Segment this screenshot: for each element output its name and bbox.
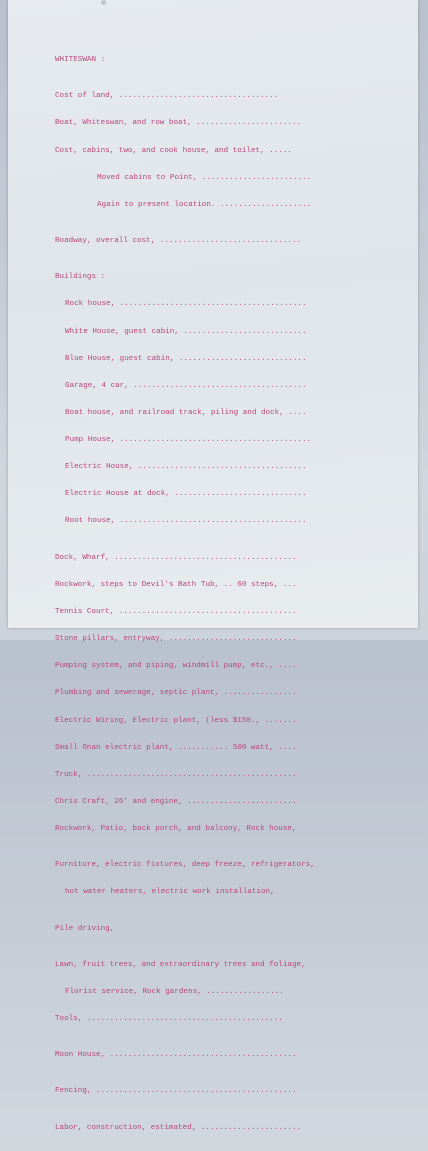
building-garage: Garage, 4 car, ......................................	[65, 381, 307, 390]
item-rockwork-patio: Rockwork, Patio, back porch, and balcony, Rock house,	[55, 825, 297, 834]
building-blue-house: Blue House, guest cabin, ............................	[65, 354, 307, 363]
item-fencing: Fencing, ............................................	[55, 1087, 297, 1096]
item-lawn: Lawn, fruit trees, and extraordinary trees and foliage,	[55, 960, 306, 969]
item-pile-driving: Pile driving,	[55, 924, 115, 933]
item-dock: Dock, Wharf, ........................................	[55, 553, 297, 562]
item-onan-plant: Small Onan electric plant, ........... 500 watt, ....	[55, 743, 297, 752]
building-white-house: White House, guest cabin, ...........................	[65, 327, 307, 336]
typed-page	[8, 0, 418, 1132]
item-labor: Labor, construction, estimated, ......................	[55, 1123, 302, 1132]
document-title: WHITESWAN :	[55, 56, 106, 65]
building-root-house: Root house, .........................................	[65, 517, 307, 526]
item-tennis-court: Tennis Court, .......................................	[55, 607, 297, 616]
cost-line-land: Cost of land, ...................................	[55, 92, 279, 101]
item-rockwork-steps: Rockwork, steps to Devil's Bath Tub, .. 60 steps, ...	[55, 580, 297, 589]
item-furniture: Furniture, electric fixtures, deep freeze, refrigerators,	[55, 861, 315, 870]
building-electric-house-dock: Electric House at dock, .............................	[65, 490, 307, 499]
item-stone-pillars: Stone pillars, entryway, ............................	[55, 635, 297, 644]
building-rock-house: Rock house, .........................................	[65, 300, 307, 309]
cost-line-boat: Boat, Whiteswan, and row boat, .......................	[55, 119, 302, 128]
buildings-heading: Buildings :	[55, 273, 106, 282]
cost-line-again: Again to present location. ....................	[97, 200, 312, 209]
item-furniture-cont: hot water heaters, electric work installation,	[65, 888, 275, 897]
building-electric-house: Electric House, .....................................	[65, 463, 307, 472]
item-pumping-system: Pumping system, and piping, windmill pump, etc., ....	[55, 662, 297, 671]
building-pump-house: Pump House, ..........................................	[65, 436, 312, 445]
building-boat-house: Boat house, and railroad track, piling and dock, ....	[65, 408, 307, 417]
item-plumbing: Plumbing and sewerage, septic plant, ................	[55, 689, 297, 698]
pin-hole	[101, 0, 106, 5]
item-chris-craft: Chris Craft, 26' and engine, ........................	[55, 797, 297, 806]
cost-line-roadway: Roadway, overall cost, ...............................	[55, 237, 302, 246]
typed-text-block	[55, 38, 385, 1151]
cost-line-moved-cabins: Moved cabins to Point, ........................	[97, 173, 312, 182]
cost-line-cabins: Cost, cabins, two, and cook house, and toilet, .....	[55, 146, 292, 155]
item-truck: Truck, ..............................................	[55, 770, 297, 779]
item-electric-wiring: Electric Wiring, Electric plant, (less $150., .......	[55, 716, 297, 725]
item-moon-house: Moon House, .........................................	[55, 1051, 297, 1060]
item-florist: Florist service, Rock gardens, .................	[65, 987, 284, 996]
item-tools: Tools, ...........................................	[55, 1015, 283, 1024]
